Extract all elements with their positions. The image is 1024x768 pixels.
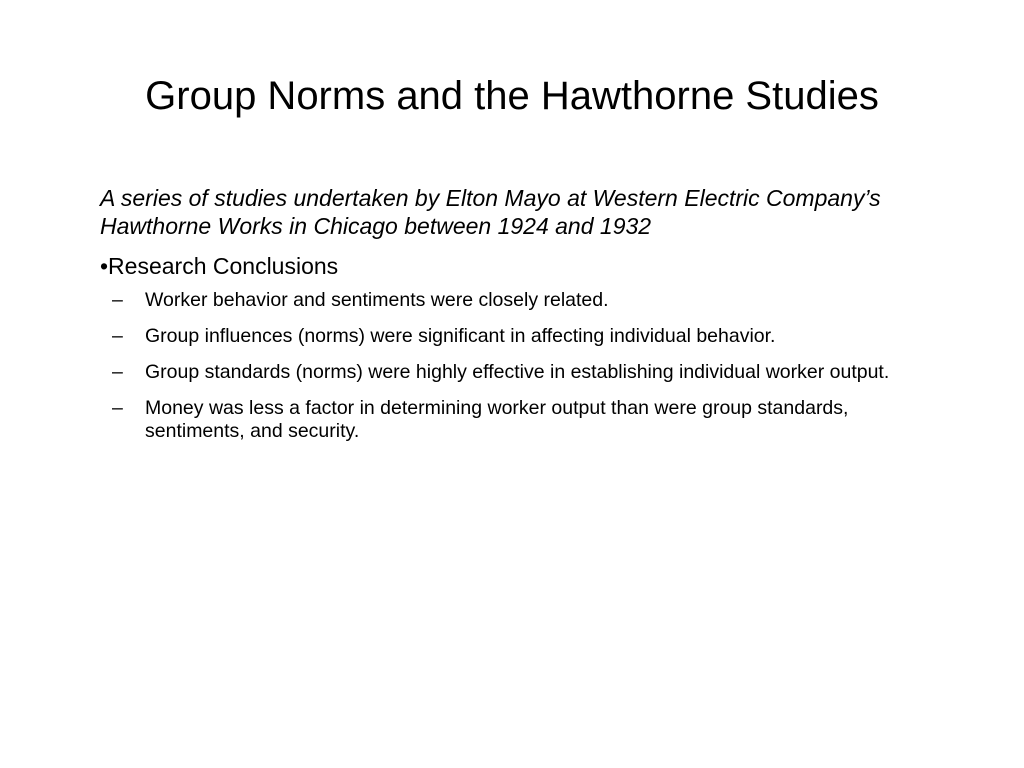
dash-bullet: –	[112, 289, 123, 311]
list-item	[110, 397, 950, 443]
research-conclusions-heading: •Research Conclusions	[100, 253, 339, 279]
list-item	[110, 289, 950, 312]
list-item-text: Group influences (norms) were significant in affecting individual behavior.	[145, 325, 776, 347]
dash-bullet: –	[112, 397, 123, 419]
dash-bullet: –	[112, 361, 123, 383]
intro-text: A series of studies undertaken by Elton Mayo at Western Electric Company’s Hawthorne Works in Chicago between 1924 and 1932	[100, 185, 881, 239]
list-item	[110, 325, 950, 348]
list-item-text: Group standards (norms) were highly effective in establishing individual worker output.	[145, 361, 890, 383]
list-item	[110, 361, 950, 384]
conclusions-list	[110, 289, 950, 456]
slide-title: Group Norms and the Hawthorne Studies	[145, 74, 879, 118]
list-item-text: Worker behavior and sentiments were closely related.	[145, 289, 609, 311]
dash-bullet: –	[112, 325, 123, 347]
list-item-text: Money was less a factor in determining worker output than were group standards, sentiments, and security.	[145, 397, 849, 442]
